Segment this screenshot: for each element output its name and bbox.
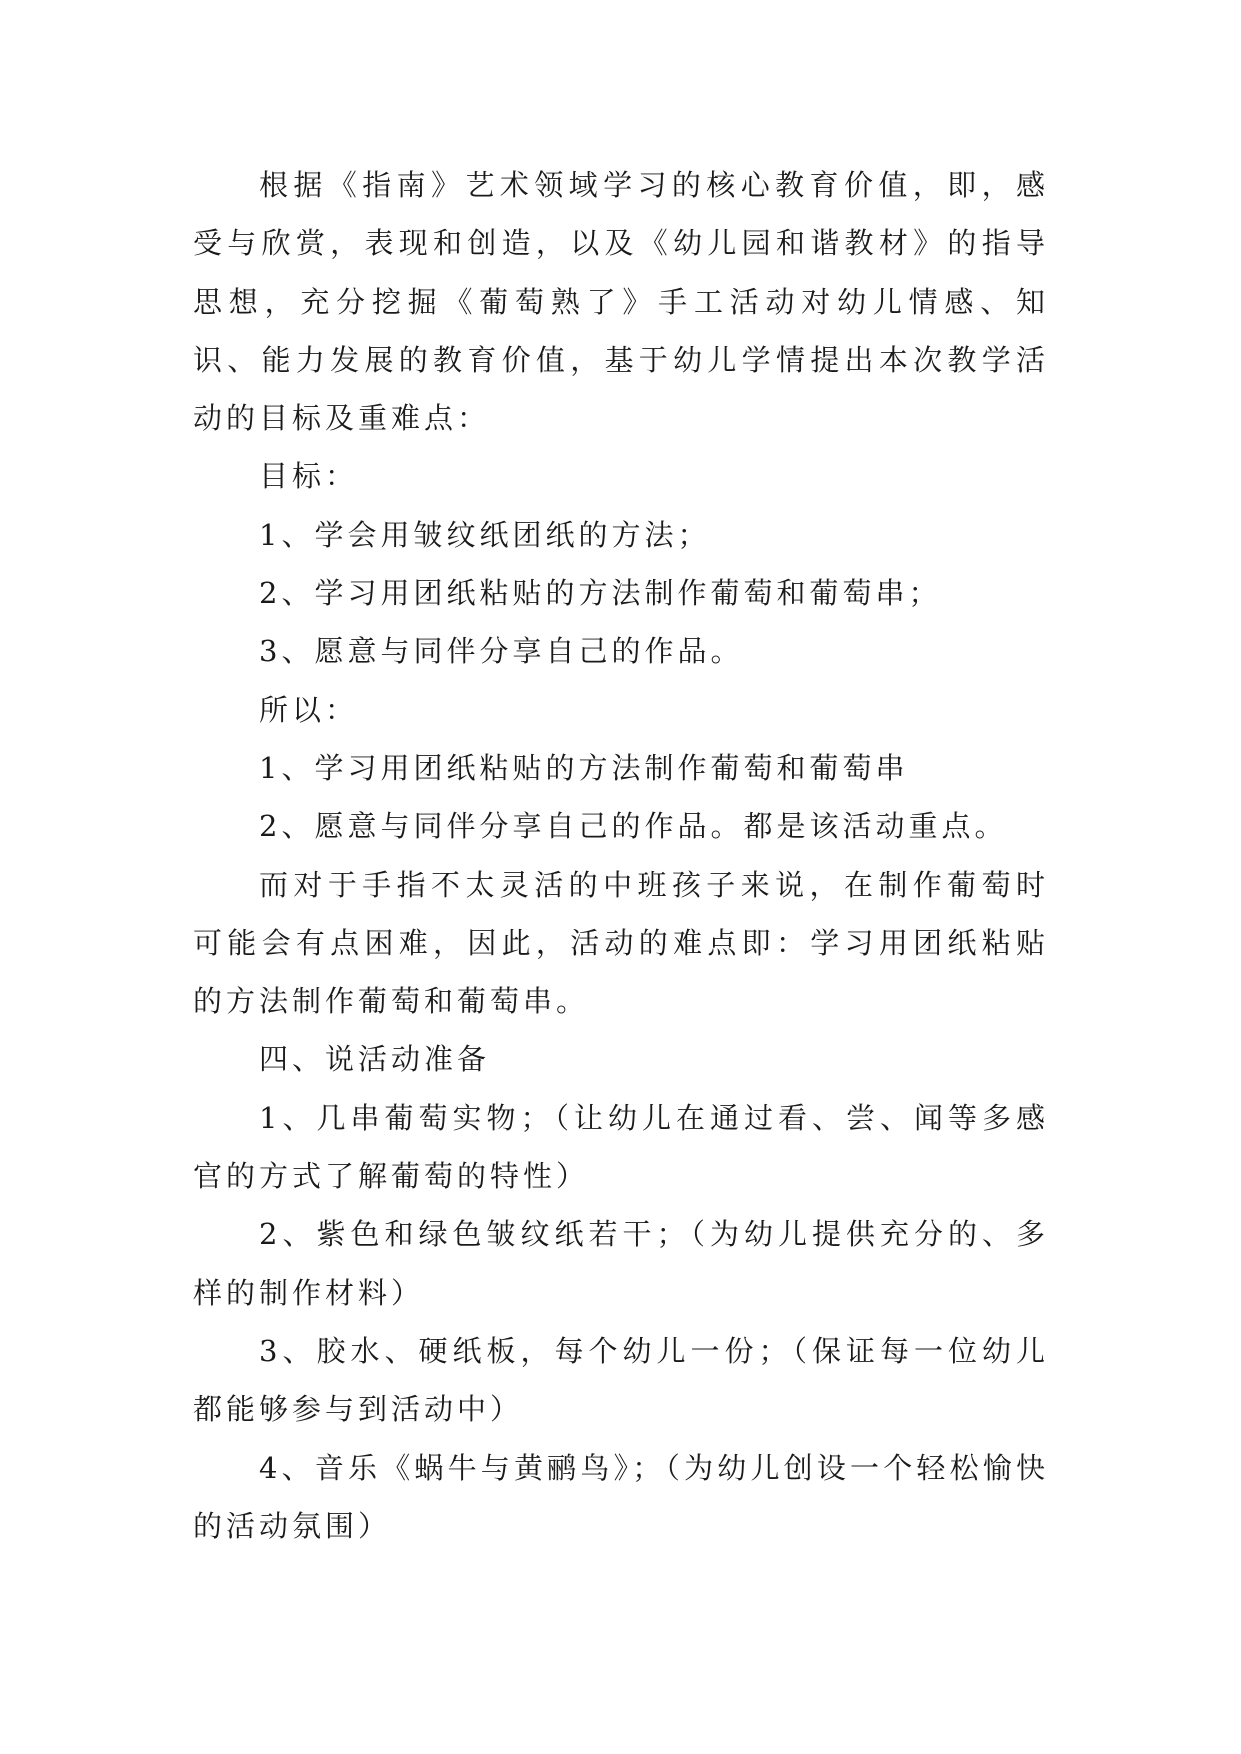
paragraph-prep-2: 2、紫色和绿色皱纹纸若干；（为幼儿提供充分的、多样的制作材料） <box>193 1217 1049 1310</box>
paragraph-goal-3: 3、愿意与同伴分享自己的作品。 <box>259 634 744 669</box>
paragraph-therefore-heading: 所以： <box>259 692 359 727</box>
paragraph-key-point-1: 1、学习用团纸粘贴的方法制作葡萄和葡萄串 <box>259 750 909 785</box>
paragraph-section-heading: 四、说活动准备 <box>259 1042 491 1077</box>
paragraph-goal-1: 1、学会用皱纹纸团纸的方法； <box>259 517 711 552</box>
paragraph-key-point-2: 2、愿意与同伴分享自己的作品。都是该活动重点。 <box>259 809 1008 844</box>
paragraph-prep-3: 3、胶水、硬纸板，每个幼儿一份；（保证每一位幼儿都能够参与到活动中） <box>193 1333 1049 1427</box>
document-body <box>193 156 1049 1555</box>
paragraph-difficulty: 而对于手指不太灵活的中班孩子来说，在制作葡萄时可能会有点困难，因此，活动的难点即：学习用团纸粘贴的方法制作葡萄和葡萄串。 <box>193 867 1049 1019</box>
paragraph-goals-heading: 目标： <box>259 459 359 494</box>
paragraph-intro: 根据《指南》艺术领域学习的核心教育价值，即，感受与欣赏，表现和创造，以及《幼儿园和谐教材》的指导思想，充分挖掘《葡萄熟了》手工活动对幼儿情感、知识、能力发展的教育价值，基于幼儿学情提出本次教学活动的目标及重难点： <box>193 168 1049 436</box>
paragraph-prep-1: 1、几串葡萄实物；（让幼儿在通过看、尝、闻等多感官的方式了解葡萄的特性） <box>193 1100 1049 1194</box>
paragraph-goal-2: 2、学习用团纸粘贴的方法制作葡萄和葡萄串； <box>259 576 942 611</box>
paragraph-prep-4: 4、音乐《蜗牛与黄鹂鸟》；（为幼儿创设一个轻松愉快的活动氛围） <box>193 1450 1049 1543</box>
